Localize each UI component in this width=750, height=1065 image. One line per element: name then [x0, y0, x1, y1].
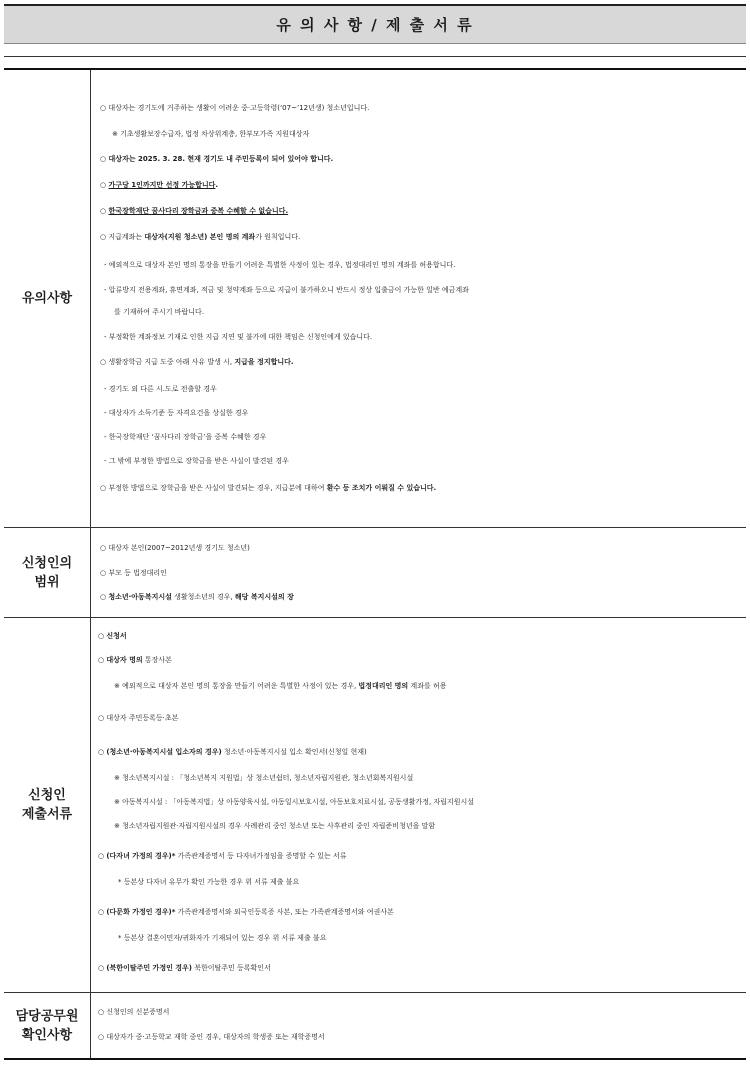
official-label-line1: 담당공무원 — [15, 1008, 79, 1024]
documents-label-line1: 신청인 — [28, 788, 66, 803]
notice-line: ○ 대상자는 2025. 3. 28. 현재 경기도 내 주민등록이 되어 있어야 합니다. — [100, 155, 334, 163]
official-label-line2: 확인사항 — [21, 1027, 73, 1043]
document-note: ※ 예외적으로 대상자 본인 명의 통장을 만들기 어려운 특별한 사정이 있는 경우, 법정대리인 명의 계좌를 허용 — [114, 682, 447, 690]
notice-section — [92, 70, 744, 527]
documents-section — [92, 618, 744, 992]
checkbox-icon: ○ — [98, 1008, 105, 1016]
notice-subline: - 예외적으로 대상자 본인 명의 통장을 만들기 어려운 특별한 사정이 있는 경우, 법정대리인 명의 계좌를 허용합니다. — [104, 261, 456, 269]
applicant-section — [92, 528, 744, 617]
document-note: ※ 청소년복지시설 : 「청소년복지 지원법」상 청소년쉼터, 청소년자립지원관, 청소년회복지원시설 — [114, 774, 414, 782]
official-section — [92, 993, 744, 1058]
applicant-section-header — [4, 528, 91, 617]
document-item: ○ 대상자 명의 통장사본 — [98, 656, 172, 664]
document-item: ○ (북한이탈주민 가정인 경우) 북한이탈주민 등록확인서 — [98, 964, 271, 972]
applicant-line: ○ 대상자 본인(2007~2012년생 경기도 청소년) — [100, 544, 250, 552]
checkbox-icon: ○ — [98, 632, 105, 640]
notice-line: ○ 부정한 방법으로 장학금을 받은 사실이 발견되는 경우, 지급분에 대하여 환수 등 조치가 이뤄질 수 있습니다. — [100, 484, 437, 492]
notice-line: ○ 한국장학재단 꿈사다리 장학금과 중복 수혜할 수 없습니다. — [100, 207, 289, 215]
notice-line: ○ 생활장학금 지급 도중 아래 사유 발생 시, 지급을 정지합니다. — [100, 358, 294, 366]
notice-line: ○ 지급계좌는 대상자(지원 청소년) 본인 명의 계좌가 원칙입니다. — [100, 233, 301, 241]
checkbox-icon: ○ — [98, 852, 105, 860]
documents-label-line2: 제출서류 — [21, 807, 73, 822]
notice-subline: - 대상자가 소득기준 등 자격요건을 상실한 경우 — [104, 409, 249, 417]
notice-section-header — [4, 70, 91, 527]
notice-subline: - 압류방지 전용계좌, 휴면계좌, 적금 및 청약계좌 등으로 지급이 불가하오니 반드시 정상 입출금이 가능한 일반 예금계좌 — [104, 286, 469, 294]
document-item: ○ (다자녀 가정의 경우)* 가족관계증명서 등 다자녀가정임을 증명할 수 있는 서류 — [98, 852, 347, 860]
notice-line: ○ 가구당 1인까지만 선정 가능합니다. — [100, 181, 219, 189]
checkbox-icon: ○ — [98, 908, 105, 916]
checkbox-icon: ○ — [98, 1033, 105, 1041]
official-item: ○ 신청인의 신분증명서 — [98, 1008, 170, 1016]
divider — [4, 56, 746, 57]
document-note: * 등본상 다자녀 유무가 확인 가능한 경우 위 서류 제출 불요 — [118, 878, 300, 886]
applicant-line: ○ 청소년·아동복지시설 생활청소년의 경우, 해당 복지시설의 장 — [100, 593, 294, 601]
notice-line: ○ 대상자는 경기도에 거주하는 생활이 어려운 중·고등학령(‘07~’12년생) 청소년입니다. — [100, 104, 370, 112]
document-item: ○ 신청서 — [98, 632, 127, 640]
document-item: ○ (다문화 가정인 경우)* 가족관계증명서와 외국인등록증 사본, 또는 가족관계증명서와 여권사본 — [98, 908, 394, 916]
applicant-line: ○ 부모 등 법정대리인 — [100, 569, 167, 577]
official-section-header — [4, 993, 91, 1058]
divider — [4, 1058, 746, 1060]
document-item: ○ (청소년·아동복지시설 입소자의 경우) 청소년·아동복지시설 입소 확인서(신청일 현재) — [98, 748, 367, 756]
page-title: 유 의 사 항 / 제 출 서 류 — [4, 4, 746, 44]
official-item: ○ 대상자가 중·고등학교 재학 중인 경우, 대상자의 학생증 또는 재학증명서 — [98, 1033, 325, 1041]
document-note: ※ 청소년자립지원관·자립지원시설의 경우 사례관리 중인 청소년 또는 사후관리 중인 자립준비청년을 말함 — [114, 822, 436, 830]
applicant-label-line2: 범위 — [34, 574, 60, 590]
applicant-label-line1: 신청인의 — [21, 555, 73, 571]
checkbox-icon: ○ — [98, 748, 105, 756]
checkbox-icon: ○ — [98, 656, 105, 664]
notice-subline: - 부정확한 계좌정보 기재로 인한 지급 지연 및 불가에 대한 책임은 신청인에게 있습니다. — [104, 333, 373, 341]
notice-subline: - 한국장학재단 ‘꿈사다리 장학금’을 중복 수혜한 경우 — [104, 433, 267, 441]
document-note: ※ 아동복지시설 : 「아동복지법」상 아동양육시설, 아동일시보호시설, 아동보호치료시설, 공동생활가정, 자립지원시설 — [114, 798, 474, 806]
notice-note: ※ 기초생활보장수급자, 법정 차상위계층, 한부모가족 지원대상자 — [112, 130, 310, 138]
notice-subline: 를 기재하여 주시기 바랍니다. — [114, 308, 205, 316]
document-note: * 등본상 결혼이민자/귀화자가 기재되어 있는 경우 위 서류 제출 불요 — [118, 934, 327, 942]
checkbox-icon: ○ — [98, 714, 105, 722]
notice-label: 유의사항 — [21, 291, 73, 306]
documents-section-header — [4, 618, 91, 992]
notice-subline: - 그 밖에 부정한 방법으로 장학금을 받은 사실이 발견된 경우 — [104, 457, 289, 465]
notice-subline: - 경기도 외 다른 시.도로 전출할 경우 — [104, 385, 217, 393]
document-item: ○ 대상자 주민등록등·초본 — [98, 714, 179, 722]
checkbox-icon: ○ — [98, 964, 105, 972]
